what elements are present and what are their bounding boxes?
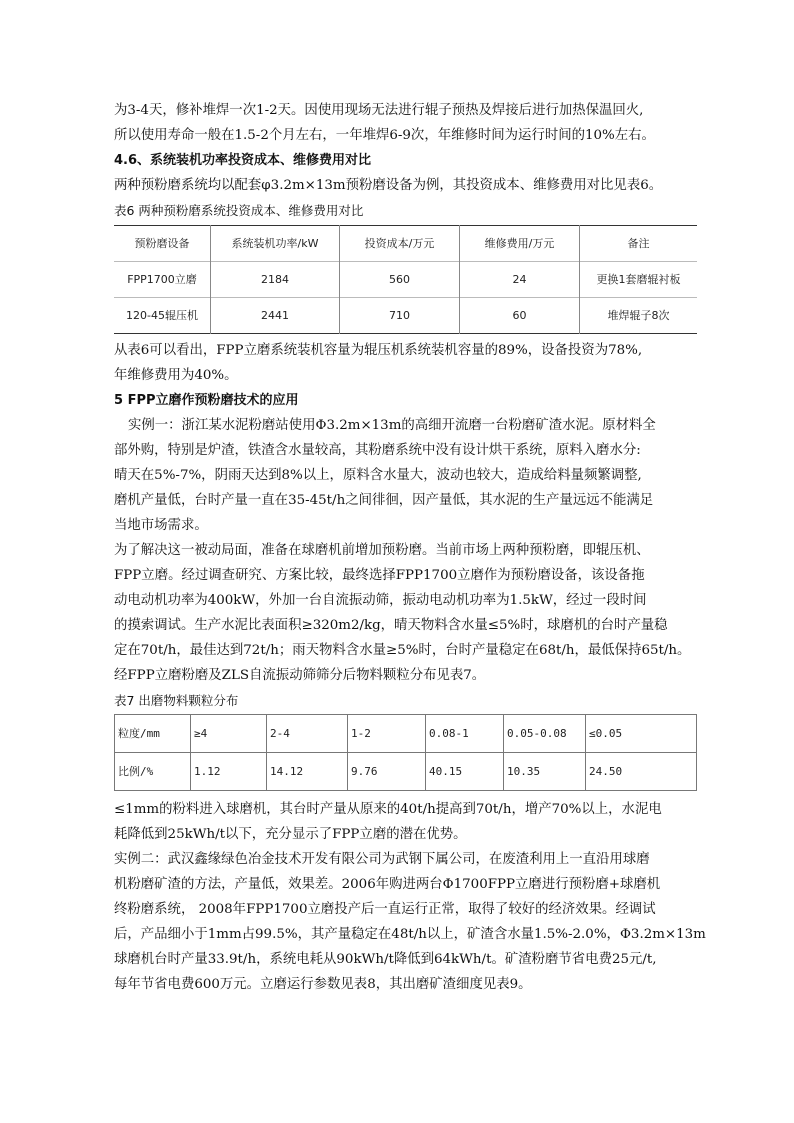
table-cell: 1-2 bbox=[348, 715, 426, 753]
paragraph-line: 实例一：浙江某水泥粉磨站使用Φ3.2m×13m的高细开流磨一台粉磨矿渣水泥。原材料全 bbox=[128, 418, 656, 433]
table-cell: 2184 bbox=[211, 262, 340, 298]
paragraph-line: 球磨机台时产量33.9t/h，系统电耗从90kWh/t降低到64kWh/t。矿渣粉磨节省电费25元/t, bbox=[114, 952, 657, 967]
table-cell: FPP1700立磨 bbox=[114, 262, 211, 298]
table-cell: 比例/% bbox=[115, 753, 191, 791]
table-row bbox=[114, 262, 697, 298]
table-header-cell: 投资成本/万元 bbox=[340, 226, 460, 262]
paragraph-line: 部外购，特别是炉渣，铁渣含水量较高，其粉磨系统中没有设计烘干系统，原料入磨水分: bbox=[114, 443, 641, 458]
table-header-cell: 系统装机功率/kW bbox=[211, 226, 340, 262]
table-cell: 560 bbox=[340, 262, 460, 298]
table-cell: 40.15 bbox=[426, 753, 504, 791]
table-6 bbox=[114, 225, 697, 334]
table-cell: 9.76 bbox=[348, 753, 426, 791]
paragraph-line: 为3-4天，修补堆焊一次1-2天。因使用现场无法进行辊子预热及焊接后进行加热保温回火, bbox=[114, 103, 644, 118]
table-cell: 0.05-0.08 bbox=[504, 715, 586, 753]
table-cell: 2441 bbox=[211, 298, 340, 334]
paragraph-line: 实例二：武汉鑫缘绿色冶金技术开发有限公司为武钢下属公司，在废渣利用上一直沿用球磨 bbox=[114, 852, 650, 867]
table-cell: ≤0.05 bbox=[586, 715, 697, 753]
section-heading-4-6: 4.6、系统装机功率投资成本、维修费用对比 bbox=[114, 153, 372, 168]
paragraph-line: 的摸索调试。生产水泥比表面积≥320m2/kg，晴天物料含水量≤5%时，球磨机的台时产量稳 bbox=[114, 618, 668, 633]
paragraph-line: 终粉磨系统， 2008年FPP1700立磨投产后一直运行正常，取得了较好的经济效果。经调试 bbox=[114, 902, 656, 917]
table-header-row bbox=[114, 226, 697, 262]
table7-caption: 表7 出磨物料颗粒分布 bbox=[114, 693, 239, 708]
section-heading-5: 5 FPP立磨作预粉磨技术的应用 bbox=[114, 393, 299, 408]
paragraph-line: 所以使用寿命一般在1.5-2个月左右，一年堆焊6-9次，年维修时间为运行时间的10%左右。 bbox=[114, 128, 655, 143]
table-cell: 0.08-1 bbox=[426, 715, 504, 753]
table-cell: 24 bbox=[460, 262, 580, 298]
paragraph-line: 动电动机功率为400kW，外加一台自流振动筛，振动电动机功率为1.5kW，经过一段时间 bbox=[114, 593, 647, 608]
table-header-cell: 维修费用/万元 bbox=[460, 226, 580, 262]
table-row bbox=[114, 298, 697, 334]
table-7 bbox=[114, 714, 697, 791]
paragraph-line: 后，产品细小于1mm占99.5%，其产量稳定在48t/h以上，矿渣含水量1.5%-2.0%，Φ3.2m×13m bbox=[114, 927, 706, 942]
paragraph-line: 当地市场需求。 bbox=[114, 518, 208, 533]
table-cell: 更换1套磨辊衬板 bbox=[580, 262, 698, 298]
paragraph-line: 晴天在5%-7%，阴雨天达到8%以上，原料含水量大，波动也较大，造成给料量频繁调整, bbox=[114, 468, 642, 483]
table-cell: 24.50 bbox=[586, 753, 697, 791]
paragraph-line: FPP立磨。经过调查研究、方案比较，最终选择FPP1700立磨作为预粉磨设备，该设备拖 bbox=[114, 568, 645, 583]
table-header-cell: 预粉磨设备 bbox=[134, 237, 190, 250]
table-cell: 710 bbox=[340, 298, 460, 334]
paragraph-line: 经FPP立磨粉磨及ZLS自流振动筛筛分后物料颗粒分布见表7。 bbox=[114, 668, 486, 683]
table-header-cell: 备注 bbox=[580, 226, 698, 262]
table6-caption: 表6 两种预粉磨系统投资成本、维修费用对比 bbox=[114, 203, 364, 218]
table-cell: 堆焊辊子8次 bbox=[580, 298, 698, 334]
table-cell: 120-45辊压机 bbox=[114, 298, 211, 334]
paragraph-line: 机粉磨矿渣的方法，产量低，效果差。2006年购进两台Φ1700FPP立磨进行预粉磨+球磨机 bbox=[114, 877, 661, 892]
paragraph-line: 磨机产量低，台时产量一直在35-45t/h之间徘徊，因产量低，其水泥的生产量远远不能满足 bbox=[114, 493, 654, 508]
table-cell: 粒度/mm bbox=[115, 715, 191, 753]
paragraph-line: 从表6可以看出，FPP立磨系统装机容量为辊压机系统装机容量的89%，设备投资为78%, bbox=[114, 343, 643, 358]
paragraph-line: ≤1mm的粉料进入球磨机，其台时产量从原来的40t/h提高到70t/h，增产70%以上，水泥电 bbox=[114, 802, 662, 817]
table-cell: 60 bbox=[460, 298, 580, 334]
table-row bbox=[115, 715, 697, 753]
table-cell: 1.12 bbox=[191, 753, 267, 791]
table-cell: 2-4 bbox=[267, 715, 348, 753]
paragraph-line: 每年节省电费600万元。立磨运行参数见表8，其出磨矿渣细度见表9。 bbox=[114, 977, 532, 992]
table-cell: 14.12 bbox=[267, 753, 348, 791]
paragraph-line: 耗降低到25kWh/t以下，充分显示了FPP立磨的潜在优势。 bbox=[114, 827, 467, 842]
paragraph-line: 年维修费用为40%。 bbox=[114, 368, 238, 383]
table-row bbox=[115, 753, 697, 791]
table-cell: ≥4 bbox=[191, 715, 267, 753]
table-cell: 10.35 bbox=[504, 753, 586, 791]
paragraph-line: 定在70t/h，最佳达到72t/h；雨天物料含水量≥5%时，台时产量稳定在68t/h，最低保持65t/h。 bbox=[114, 643, 691, 658]
paragraph-line: 两种预粉磨系统均以配套φ3.2m×13m预粉磨设备为例，其投资成本、维修费用对比见表6。 bbox=[114, 178, 663, 193]
document-page bbox=[114, 98, 706, 997]
paragraph-line: 为了解决这一被动局面，准备在球磨机前增加预粉磨。当前市场上两种预粉磨，即辊压机、 bbox=[114, 543, 650, 558]
